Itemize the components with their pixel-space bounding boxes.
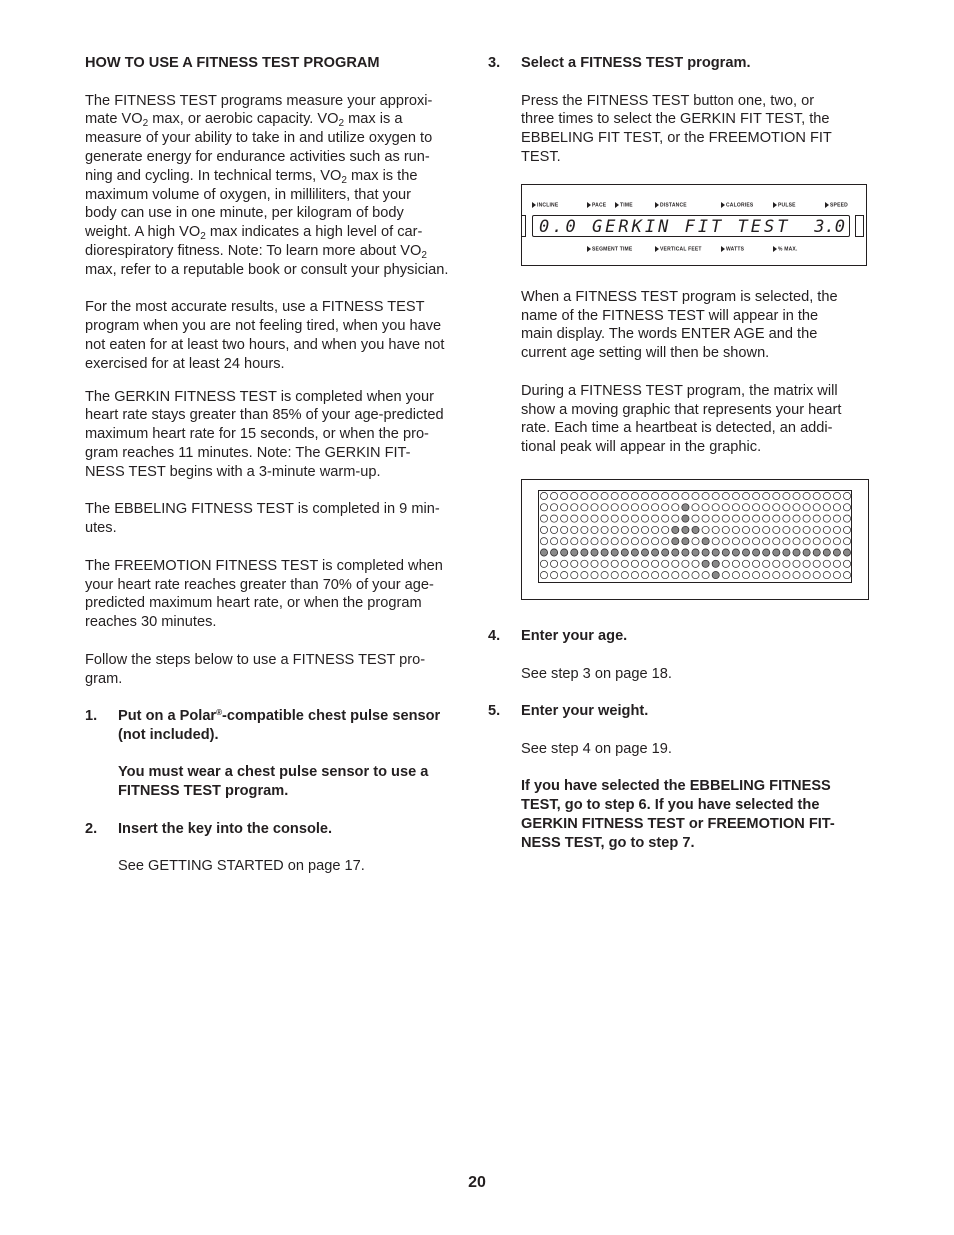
matrix-led [773,492,780,499]
display-label-pace: PACE [587,202,606,208]
display-label-calories: CALORIES [721,202,753,208]
display-label-percent-max: % MAX. [773,246,798,252]
matrix-led [591,560,598,567]
console-display-illustration [521,184,867,266]
matrix-led [763,538,770,545]
step-1-note: You must wear a chest pulse sensor to use a [118,764,429,781]
matrix-led [611,538,618,545]
matrix-led [621,492,628,499]
matrix-led [591,571,598,578]
matrix-led [601,560,608,567]
page-number: 20 [468,1174,486,1191]
matrix-led [611,492,618,499]
gerkin-paragraph: The GERKIN FITNESS TEST is completed when your heart rate stays greater than 85% of your age-predicted maximum heart rate for 15 seconds, or when the pro- gram reaches 11 minutes. Note: The GERKIN FIT- NESS TEST begins with a 3-minute warm-up. [85,388,444,480]
matrix-led [571,515,578,522]
matrix-led [662,515,669,522]
matrix-led [641,515,648,522]
matrix-illustration [521,479,869,600]
matrix-led [702,560,709,567]
freemotion-paragraph: The FREEMOTION FITNESS TEST is completed when your heart rate reaches greater than 70% of your age- predicted maximum heart rate, or when the program reaches 30 minutes. [85,557,443,631]
matrix-led [793,538,800,545]
matrix-led [641,526,648,533]
matrix-led [601,571,608,578]
matrix-led [601,526,608,533]
matrix-led [763,515,770,522]
matrix-led [581,560,588,567]
matrix-led [823,549,830,556]
step-2: 2. Insert the key into the console. See GETTING STARTED on page 17. [85,820,365,875]
matrix-led [672,571,679,578]
matrix-led [682,504,689,511]
matrix-led [823,515,830,522]
matrix-led [591,515,598,522]
matrix-led [662,492,669,499]
matrix-led [551,560,558,567]
matrix-led [712,549,719,556]
matrix-led [551,515,558,522]
matrix-led [742,560,749,567]
matrix-led [763,526,770,533]
display-left-bracket [521,215,526,237]
matrix-led [551,549,558,556]
matrix-led [783,504,790,511]
matrix-led [692,549,699,556]
matrix-led [742,571,749,578]
matrix-led [540,515,547,522]
matrix-led [551,538,558,545]
matrix-led [652,504,659,511]
matrix-led [732,538,739,545]
display-label-incline: INCLINE [532,202,558,208]
matrix-led [652,571,659,578]
matrix-led [611,526,618,533]
matrix-led [753,560,760,567]
matrix-led [813,538,820,545]
matrix-led [682,515,689,522]
matrix-led [773,526,780,533]
matrix-led [652,492,659,499]
matrix-led [641,492,648,499]
matrix-led [803,504,810,511]
matrix-led [631,504,638,511]
matrix-led [722,504,729,511]
matrix-led [682,526,689,533]
ebbeling-paragraph: The EBBELING FITNESS TEST is completed in 9 min- utes. [85,501,440,537]
matrix-led [591,526,598,533]
matrix-led [742,526,749,533]
matrix-led [611,571,618,578]
matrix-led [540,526,547,533]
matrix-led [742,492,749,499]
matrix-led [601,515,608,522]
matrix-led [652,560,659,567]
matrix-led [561,549,568,556]
matrix-led [742,549,749,556]
matrix-led [702,492,709,499]
matrix-led [803,560,810,567]
display-right-bracket [855,215,864,237]
matrix-led [652,549,659,556]
matrix-led [773,560,780,567]
matrix-led [793,504,800,511]
matrix-led [702,504,709,511]
matrix-led [783,571,790,578]
matrix-led [621,571,628,578]
matrix-led [843,504,850,511]
matrix-led [561,492,568,499]
matrix-led [692,571,699,578]
led-matrix-dots [539,491,851,582]
matrix-led [621,526,628,533]
matrix-led [561,571,568,578]
matrix-led [682,549,689,556]
led-matrix [538,490,852,583]
matrix-led [843,549,850,556]
matrix-led [702,526,709,533]
matrix-led [803,492,810,499]
matrix-led [813,549,820,556]
matrix-led [611,560,618,567]
matrix-led [591,492,598,499]
matrix-led [763,560,770,567]
matrix-led [662,571,669,578]
matrix-led [833,492,840,499]
matrix-led [763,504,770,511]
matrix-led [722,560,729,567]
matrix-led [722,571,729,578]
step-1: 1. Put on a Polar®-compatible chest pulse sensor (not included). You must wear a chest pulse sensor to use a FITNESS TEST program. [85,707,467,801]
matrix-led [540,560,547,567]
matrix-led [662,560,669,567]
matrix-led [611,504,618,511]
matrix-led [551,492,558,499]
matrix-led [742,538,749,545]
matrix-led [702,515,709,522]
matrix-led [540,492,547,499]
matrix-led [652,526,659,533]
matrix-led [682,571,689,578]
matrix-led [682,538,689,545]
matrix-led [571,571,578,578]
matrix-led [833,549,840,556]
matrix-led [631,526,638,533]
matrix-led [823,571,830,578]
matrix-led [631,571,638,578]
matrix-led [551,504,558,511]
matrix-led [843,515,850,522]
matrix-led [753,526,760,533]
matrix-led [652,515,659,522]
matrix-led [672,526,679,533]
matrix-led [591,538,598,545]
matrix-led [561,515,568,522]
matrix-led [753,492,760,499]
matrix-led [763,549,770,556]
matrix-led [581,504,588,511]
matrix-led [672,504,679,511]
matrix-led [591,549,598,556]
lcd-readout [532,215,850,237]
matrix-led [621,515,628,522]
matrix-led [783,515,790,522]
matrix-led [611,549,618,556]
matrix-led [540,549,547,556]
selected-paragraph: When a FITNESS TEST program is selected, the name of the FITNESS TEST will appear in the main display. The words ENTER AGE and the current age setting will then be shown. [521,288,838,362]
matrix-led [621,560,628,567]
matrix-led [803,515,810,522]
matrix-led [722,538,729,545]
matrix-led [712,538,719,545]
matrix-led [803,549,810,556]
matrix-led [641,571,648,578]
matrix-led [540,538,547,545]
matrix-led [722,492,729,499]
matrix-led [742,515,749,522]
matrix-led [712,571,719,578]
matrix-led [641,560,648,567]
matrix-led [601,549,608,556]
matrix-led [753,538,760,545]
section-heading: HOW TO USE A FITNESS TEST PROGRAM [85,55,380,71]
matrix-led [813,526,820,533]
step-5: 5. Enter your weight. See step 4 on page 19. [488,703,672,757]
matrix-led [561,560,568,567]
matrix-led [722,515,729,522]
matrix-led [571,526,578,533]
matrix-led [672,538,679,545]
matrix-led [793,571,800,578]
matrix-led [712,560,719,567]
matrix-led [601,492,608,499]
matrix-led [823,492,830,499]
matrix-led [591,504,598,511]
matrix-led [662,549,669,556]
matrix-led [732,571,739,578]
matrix-led [773,538,780,545]
matrix-led [753,549,760,556]
matrix-led [641,538,648,545]
matrix-led [773,571,780,578]
follow-paragraph: Follow the steps below to use a FITNESS TEST pro- gram. [85,651,426,687]
during-paragraph: During a FITNESS TEST program, the matrix will show a moving graphic that represents your heart rate. Each time a heartbeat is detected, an addi- tional peak will appear in the graphic. [521,382,842,456]
matrix-led [813,560,820,567]
matrix-led [783,526,790,533]
step-7-routing-note: If you have selected the EBBELING FITNESS TEST, go to step 6. If you have selected the GERKIN FITNESS TEST or FREEMOTION FIT- NESS TEST, go to step 7. [521,778,835,851]
step-4: 4. Enter your age. See step 3 on page 18. [488,627,672,682]
matrix-led [823,538,830,545]
matrix-led [571,560,578,567]
matrix-led [581,515,588,522]
matrix-led [773,549,780,556]
matrix-led [783,538,790,545]
matrix-led [662,504,669,511]
matrix-led [631,560,638,567]
matrix-led [793,560,800,567]
matrix-led [823,560,830,567]
matrix-led [692,515,699,522]
matrix-led [813,515,820,522]
lcd-speed-value: 3.0 [814,216,845,237]
matrix-led [571,538,578,545]
matrix-led [732,492,739,499]
matrix-led [672,549,679,556]
matrix-led [601,538,608,545]
matrix-led [833,560,840,567]
matrix-led [601,504,608,511]
matrix-led [843,526,850,533]
matrix-led [652,538,659,545]
matrix-led [551,526,558,533]
matrix-led [631,492,638,499]
matrix-led [833,571,840,578]
matrix-led [540,504,547,511]
matrix-led [742,504,749,511]
matrix-led [732,504,739,511]
matrix-led [763,571,770,578]
matrix-led [722,549,729,556]
step-3: 3. Select a FITNESS TEST program. Press the FITNESS TEST button one, two, or three times to select the GERKIN FIT TEST, the EBBELING FIT TEST, or the FREEMOTION FIT TEST. [488,55,832,165]
matrix-led [712,515,719,522]
display-label-vertical-feet: VERTICAL FEET [655,246,702,252]
matrix-led [662,538,669,545]
matrix-led [540,571,547,578]
matrix-led [611,515,618,522]
matrix-led [732,515,739,522]
matrix-led [823,504,830,511]
matrix-led [561,526,568,533]
matrix-led [692,526,699,533]
matrix-led [672,492,679,499]
matrix-led [682,560,689,567]
matrix-led [621,504,628,511]
matrix-led [702,549,709,556]
matrix-led [732,526,739,533]
matrix-led [783,549,790,556]
matrix-led [793,549,800,556]
left-column [85,54,467,876]
matrix-led [712,526,719,533]
matrix-led [662,526,669,533]
matrix-led [803,526,810,533]
matrix-led [551,571,558,578]
matrix-led [763,492,770,499]
matrix-led [581,538,588,545]
matrix-led [843,492,850,499]
matrix-led [692,492,699,499]
display-label-distance: DISTANCE [655,202,687,208]
matrix-led [682,492,689,499]
matrix-led [722,526,729,533]
matrix-led [581,549,588,556]
matrix-led [621,549,628,556]
matrix-led [712,492,719,499]
intro-paragraph: The FITNESS TEST programs measure your approxi- mate $VO_2$ max, or aerobic capacity. $VO_2$ max is a measure of your ability to take in and utilize oxygen to generate energy for endurance activities such as run- ning and cycling. In technical terms, $VO_2$ max is the maximum volume of oxygen, in milliliters, that your body can use in one minute, per kilogram of body weight. A high $VO_2$ max indicates a high level of car- diorespiratory fitness. Note: To learn more about $VO_2$ max, refer to a reputable book or consult your physician. [85,92,449,278]
matrix-led [581,492,588,499]
matrix-led [753,515,760,522]
display-label-pulse: PULSE [773,202,796,208]
display-label-watts: WATTS [721,246,744,252]
matrix-led [803,538,810,545]
matrix-led [793,515,800,522]
matrix-led [631,549,638,556]
matrix-led [843,538,850,545]
matrix-led [813,571,820,578]
matrix-led [571,492,578,499]
matrix-led [793,526,800,533]
matrix-led [561,538,568,545]
matrix-led [621,538,628,545]
matrix-led [631,538,638,545]
matrix-led [571,549,578,556]
matrix-led [581,571,588,578]
matrix-led [641,504,648,511]
matrix-led [732,549,739,556]
matrix-led [793,492,800,499]
display-label-segment-time: SEGMENT TIME [587,246,632,252]
right-column [488,54,872,853]
matrix-led [641,549,648,556]
matrix-led [702,538,709,545]
matrix-led [843,571,850,578]
lcd-program-name: 0.0 GERKIN FIT TEST [539,216,791,237]
matrix-led [712,504,719,511]
matrix-led [753,571,760,578]
matrix-led [692,560,699,567]
matrix-led [631,515,638,522]
display-label-time: TIME [615,202,633,208]
matrix-led [702,571,709,578]
accuracy-paragraph: For the most accurate results, use a FITNESS TEST program when you are not feeling tired, when you have not eaten for at least two hours, and when you have not exercised for at least 24 hours. [85,299,445,372]
matrix-led [672,515,679,522]
matrix-led [823,526,830,533]
matrix-led [813,504,820,511]
matrix-led [753,504,760,511]
matrix-led [833,515,840,522]
matrix-led [692,538,699,545]
matrix-led [571,504,578,511]
matrix-led [833,504,840,511]
display-label-speed: SPEED [825,202,848,208]
matrix-led [672,560,679,567]
matrix-led [732,560,739,567]
matrix-led [581,526,588,533]
matrix-led [773,504,780,511]
matrix-led [692,504,699,511]
matrix-led [803,571,810,578]
matrix-led [833,526,840,533]
matrix-led [783,492,790,499]
matrix-led [833,538,840,545]
matrix-led [843,560,850,567]
matrix-led [561,504,568,511]
matrix-led [783,560,790,567]
matrix-led [773,515,780,522]
matrix-led [813,492,820,499]
